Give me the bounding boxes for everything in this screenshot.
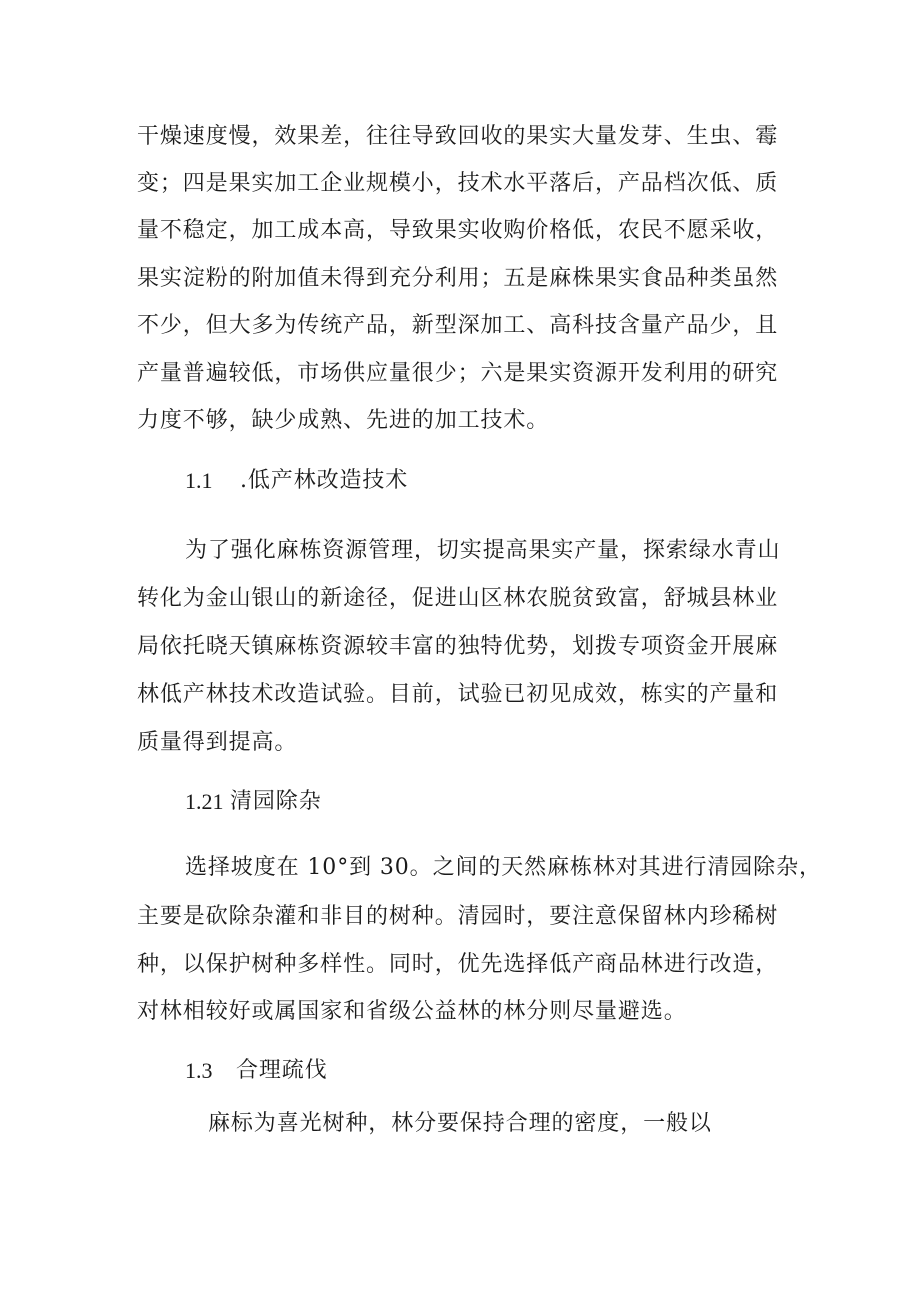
paragraph-line: 果实淀粉的附加值未得到充分利用；五是麻株果实食品种类虽然: [137, 266, 779, 291]
paragraph-line: 主要是砍除杂灌和非目的树种。清园时，要注意保留林内珍稀树: [137, 904, 779, 929]
paragraph-line: 为了强化麻栋资源管理，切实提高果实产量，探索绿水青山: [185, 538, 781, 563]
section-number: 1.21: [185, 789, 224, 814]
paragraph-line: 林低产林技术改造试验。目前，试验已初见成效，栋实的产量和: [137, 682, 779, 707]
paragraph-line: 不少，但大多为传统产品，新型深加工、高科技含量产品少，且: [137, 313, 779, 338]
paragraph-line: 麻标为喜光树种，林分要保持合理的密度，一般以: [208, 1111, 712, 1136]
paragraph-line: 转化为金山银山的新途径，促进山区林农脱贫致富，舒城县林业: [137, 586, 779, 611]
section-title: .低产林改造技术: [240, 468, 409, 493]
paragraph-line: 产量普遍较低，市场供应量很少；六是果实资源开发利用的研究: [137, 361, 779, 386]
paragraph-line: 量不稳定，加工成本高，导致果实收购价格低，农民不愿采收，: [137, 218, 779, 243]
paragraph-line: 对林相较好或属国家和省级公益林的林分则尽量避选。: [137, 999, 687, 1024]
paragraph-line: 质量得到提高。: [137, 730, 298, 755]
paragraph-line: 选择坡度在 10°到 30。之间的天然麻栋林对其进行清园除杂，: [185, 855, 822, 880]
section-number: 1.1: [185, 468, 213, 493]
section-title: 清园除杂: [230, 789, 322, 814]
paragraph-line: 种，以保护树种多样性。同时，优先选择低产商品林进行改造，: [137, 952, 779, 977]
section-title: 合理疏伐: [236, 1058, 328, 1083]
section-number: 1.3: [185, 1058, 213, 1083]
paragraph-line: 变；四是果实加工企业规模小，技术水平落后，产品档次低、质: [137, 171, 779, 196]
paragraph-line: 力度不够，缺少成熟、先进的加工技术。: [137, 408, 550, 433]
paragraph-line: 局依托晓天镇麻栋资源较丰富的独特优势，划拨专项资金开展麻: [137, 634, 779, 659]
paragraph-line: 干燥速度慢，效果差，往往导致回收的果实大量发芽、生虫、霉: [137, 124, 779, 149]
